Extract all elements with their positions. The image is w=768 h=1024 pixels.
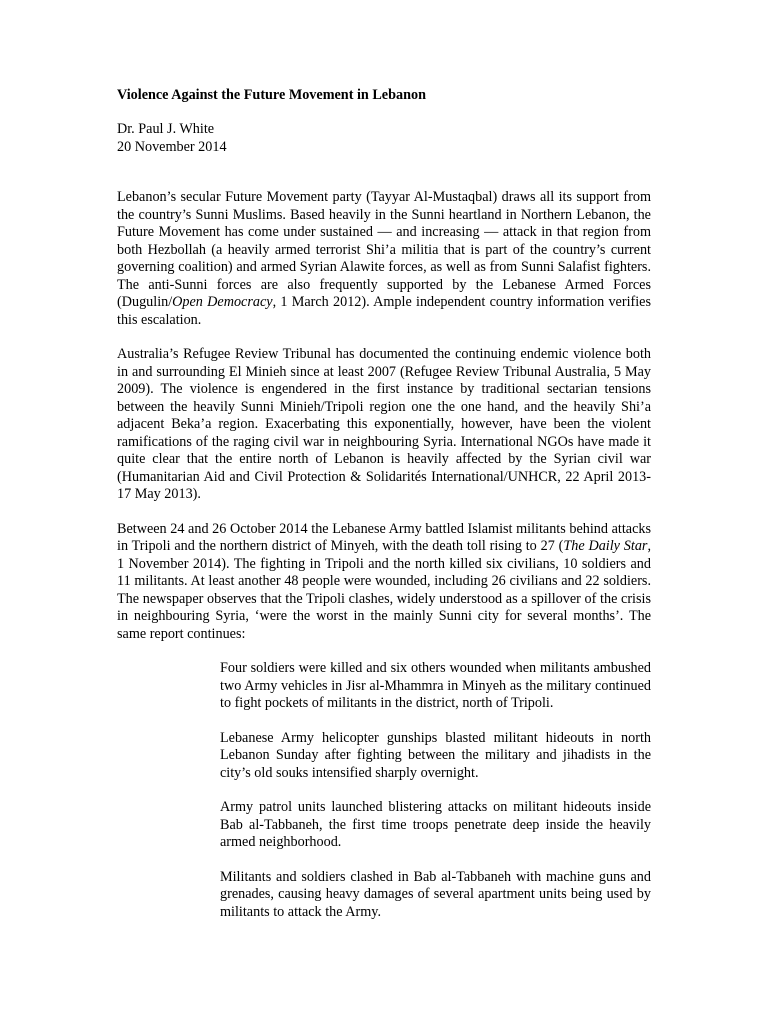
document-meta <box>117 121 227 156</box>
paragraph-1 <box>117 189 651 329</box>
paragraph-3-text-a: Between 24 and 26 October 2014 the Lebanese Army battled Islamist militants behind attacks in Tripoli and the northern district of Minyeh, with the death toll rising to 27 ( <box>117 520 651 554</box>
block-quote-1: Four soldiers were killed and six others wounded when militants ambushed two Army vehicles in Jisr al-Mhammra in Minyeh as the military continued to fight pockets of militants in the district, north of Tripoli. <box>220 660 651 711</box>
paragraph-1-text-a: Lebanon’s secular Future Movement party (Tayyar Al-Mustaqbal) draws all its support from the country’s Sunni Muslims. Based heavily in the Sunni heartland in Northern Lebanon, the Future Movement has come under sustained — and increasing — attack in that region from both Hezbollah (a heavily armed terrorist Shi’a militia that is part of the country’s current governing coalition) and armed Syrian Alawite forces, as well as from Sunni Salafist fighters. The anti-Sunni forces are also frequently supported by the Lebanese Armed Forces (Dugulin/ <box>117 189 651 310</box>
author-line: Dr. Paul J. White <box>117 121 215 137</box>
paragraph-2: Australia’s Refugee Review Tribunal has documented the continuing endemic violence both in and surrounding El Minieh since at least 2007 (Refugee Review Tribunal Australia, 5 May 2009). The violence is engendered in the first instance by traditional sectarian tensions between the heavily Sunni Minieh/Tripoli region one the one hand, and the heavily Shi’a adjacent Beka’a region. Exacerbating this exponentially, however, have been the violent ramifications of the raging civil war in neighbouring Syria. International NGOs have made it quite clear that the entire north of Lebanon is heavily affected by the Syrian civil war (Humanitarian Aid and Civil Protection & Solidarités International/UNHCR, 22 April 2013-17 May 2013). <box>117 346 651 502</box>
paragraph-3-citation-italic: The Daily Star <box>563 538 648 554</box>
paragraph-3-text-c: , 1 November 2014). The fighting in Tripoli and the north killed six civilians, 10 soldiers and 11 militants. At least another 48 people were wounded, including 26 civilians and 22 soldiers. The newspaper observes that the Tripoli clashes, widely understood as a spillover of the crisis in neighbouring Syria, ‘were the worst in the mainly Sunni city for several months’. The same report continues: <box>117 538 651 642</box>
paragraph-3 <box>117 521 651 644</box>
document-body <box>117 189 651 938</box>
block-quotes <box>220 660 651 921</box>
document-title: Violence Against the Future Movement in Lebanon <box>117 87 426 103</box>
block-quote-4: Militants and soldiers clashed in Bab al-Tabbaneh with machine guns and grenades, causing heavy damages of several apartment units being used by militants to attack the Army. <box>220 868 651 920</box>
date-line: 20 November 2014 <box>117 138 227 155</box>
block-quote-3: Army patrol units launched blistering attacks on militant hideouts inside Bab al-Tabbaneh, the first time troops penetrate deep inside the heavily armed neighborhood. <box>220 799 651 850</box>
paragraph-1-text-c: , 1 March 2012). Ample independent country information verifies this escalation. <box>117 294 651 328</box>
paragraph-1-citation-italic: Open Democracy <box>172 294 273 310</box>
block-quote-2: Lebanese Army helicopter gunships blasted militant hideouts in north Lebanon Sunday after fighting between the military and jihadists in the city’s old souks intensified sharply overnight. <box>220 729 651 781</box>
